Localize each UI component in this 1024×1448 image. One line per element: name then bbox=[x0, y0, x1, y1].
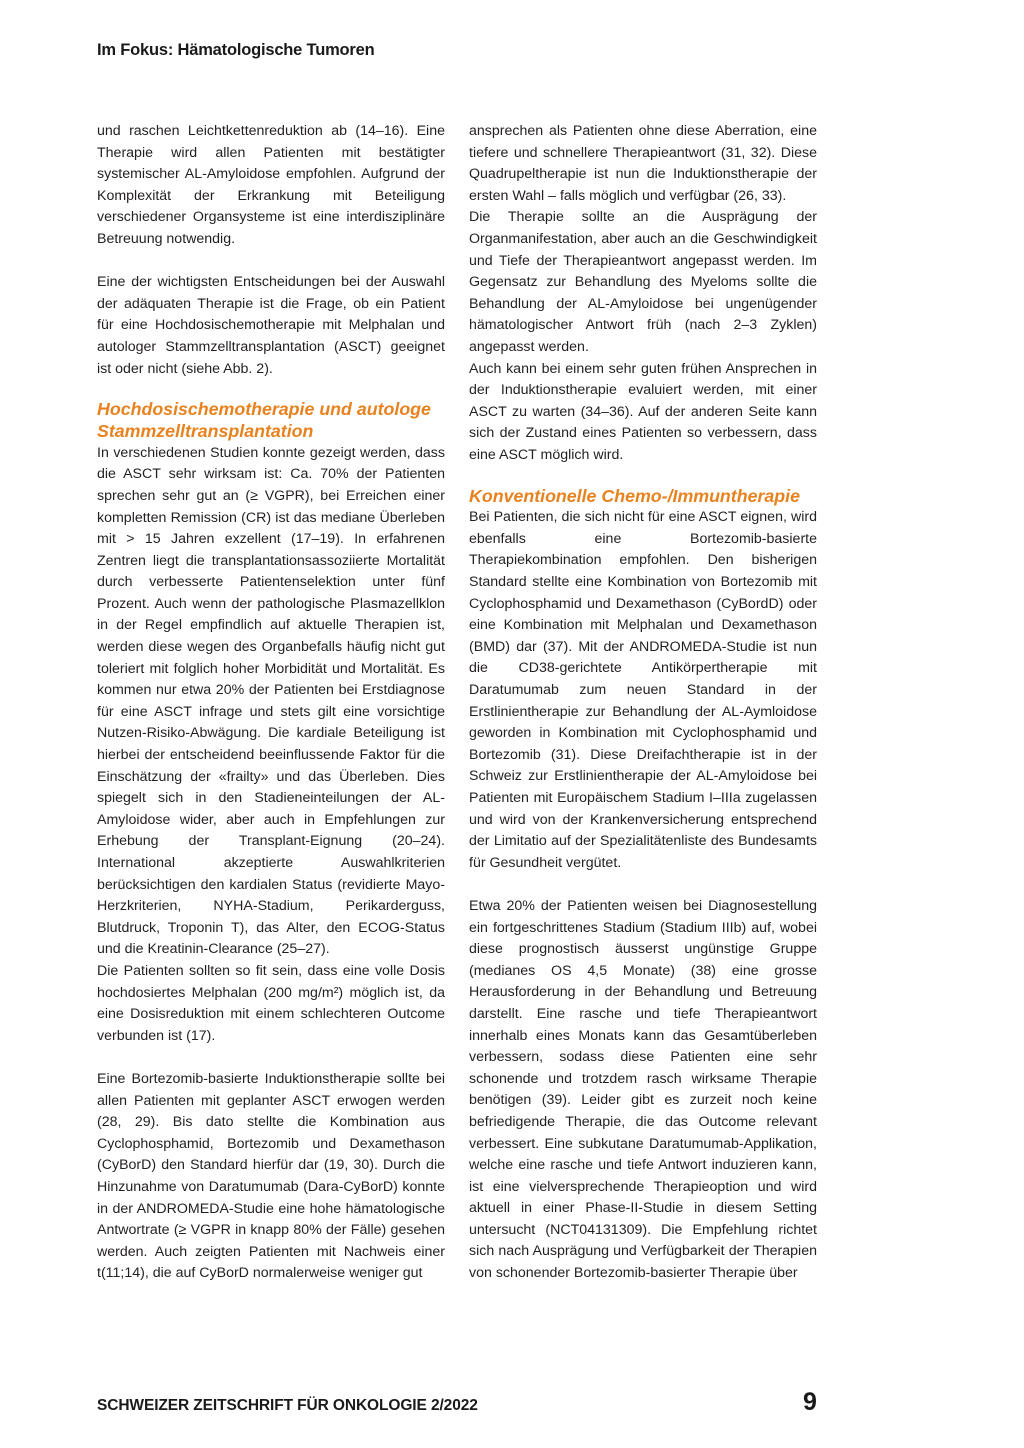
paragraph: und raschen Leichtkettenreduktion ab (14–16). Eine Therapie wird allen Patienten mit bestätigter systemischer AL-Amyloidose empfohlen. Aufgrund der Komplexität der Erkrankung mit Beteiligung verschiedener Organsysteme ist eine interdisziplinäre Betreuung notwendig. bbox=[97, 123, 445, 247]
page-number: 9 bbox=[803, 1388, 817, 1416]
paragraph: Bei Patienten, die sich nicht für eine ASCT eignen, wird ebenfalls eine Bortezomib-basierte Therapiekombination empfohlen. Den bisherigen Standard stellte eine Kombination von Bortezomib mit Cyclophosphamid und Dexamethason (CyBordD) oder eine Kombination mit Melphalan und Dexamethason (BMD) dar (37). Mit der ANDROMEDA-Studie ist nun die CD38-gerichtete Antikörpertherapie mit Daratumumab zum neuen Standard in der Erstlinientherapie zur Behandlung der AL-Aymloidose geworden in Kombination mit Cyclophosphamid und Bortezomib (31). Diese Dreifachtherapie ist in der Schweiz zur Erstlinientherapie der AL-Amyloidose bei Patienten mit Europäischem Stadium I–IIIa zugelassen und wird von der Krankenversicherung entsprechend der Limitatio auf der Spezialitätenliste des Bundesamts für Gesundheit vergütet. bbox=[469, 509, 817, 871]
section-header: Im Fokus: Hämatologische Tumoren bbox=[97, 41, 375, 59]
section-heading: Hochdosischemotherapie und autologe Stammzelltransplantation bbox=[97, 399, 431, 441]
paragraph: ansprechen als Patienten ohne diese Aberration, eine tiefere und schnellere Therapieantwort (31, 32). Diese Quadrupeltherapie ist nun die Induktionstherapie der ersten Wahl – falls möglich und verfügbar (26, 33). bbox=[469, 123, 817, 204]
paragraph: Auch kann bei einem sehr guten frühen Ansprechen in der Induktionstherapie evaluiert werden, mit einer ASCT zu warten (34–36). Auf der anderen Seite kann sich der Zustand eines Patienten so verbessern, dass eine ASCT möglich wird. bbox=[469, 360, 817, 463]
paragraph: Die Patienten sollten so fit sein, dass eine volle Dosis hochdosiertes Melphalan (200 mg/m²) möglich ist, da eine Dosisreduktion mit einem schlechteren Outcome verbunden ist (17). bbox=[97, 962, 445, 1044]
journal-title: SCHWEIZER ZEITSCHRIFT FÜR ONKOLOGIE 2/2022 bbox=[97, 1397, 478, 1414]
left-column bbox=[97, 121, 445, 1285]
section-heading: Konventionelle Chemo-/Immuntherapie bbox=[469, 485, 800, 506]
paragraph: Die Therapie sollte an die Ausprägung der Organmanifestation, aber auch an die Geschwindigkeit und Tiefe der Therapieantwort angepasst werden. Im Gegensatz zur Behandlung des Myeloms sollte die Behandlung der AL-Amyloidose bei ungenügender hämatologischer Antwort früh (nach 2–3 Zyklen) angepasst werden. bbox=[469, 209, 817, 355]
paragraph: Eine Bortezomib-basierte Induktionstherapie sollte bei allen Patienten mit geplanter ASCT erwogen werden (28, 29). Bis dato stellte die Kombination aus Cyclophosphamid, Bortezomib und Dexamethason (CyBorD) den Standard hierfür dar (19, 30). Durch die Hinzunahme von Daratumumab (Dara-CyBorD) konnte in der ANDROMEDA-Studie eine hohe hämatologische Antwortrate (≥ VGPR in knapp 80% der Fälle) gesehen werden. Auch zeigten Patienten mit Nachweis einer t(11;14), die auf CyBorD normalerweise weniger gut bbox=[97, 1070, 445, 1282]
paragraph: Etwa 20% der Patienten weisen bei Diagnosestellung ein fortgeschrittenes Stadium (Stadium IIIb) auf, wobei diese prognostisch äusserst ungünstige Gruppe (medianes OS 4,5 Monate) (38) eine grosse Herausforderung in der Behandlung und Betreuung darstellt. Eine rasche und tiefe Therapieantwort innerhalb eines Monats kann das Gesamtüberleben verbessern, sodass diese Patienten eine sehr schonende und trotzdem rasch wirksame Therapie benötigen (39). Leider gibt es zurzeit noch keine befriedigende Therapie, die das Outcome relevant verbessert. Eine subkutane Daratumumab-Applikation, welche eine rasche und tiefe Antwort induzieren kann, ist eine vielversprechende Therapieoption und wird aktuell in einer Phase-II-Studie in diesem Setting untersucht (NCT04131309). Die Empfehlung richtet sich nach Ausprägung und Verfügbarkeit der Therapien von schonender Bortezomib-basierter Therapie über bbox=[469, 897, 817, 1282]
paragraph: In verschiedenen Studien konnte gezeigt werden, dass die ASCT sehr wirksam ist: Ca. 70% der Patienten sprechen sehr gut an (≥ VGPR), bei Erreichen einer kompletten Remission (CR) ist das mediane Überleben mit > 15 Jahren exzellent (17–19). In erfahrenen Zentren liegt die transplantationsassoziierte Mortalität durch verbesserte Patientenselektion unter fünf Prozent. Auch wenn der pathologische Plasmazellklon in der Regel empfindlich auf aktuelle Therapien ist, werden diese wegen des Organbefalls häufig nicht gut toleriert mit folglich hoher Morbidität und Mortalität. Es kommen nur etwa 20% der Patienten bei Erstdiagnose für eine ASCT infrage und stets gilt eine vorsichtige Nutzen-Risiko-Abwägung. Die kardiale Beteiligung ist hierbei der entscheidend beeinflussende Faktor für die Einschätzung der «frailty» und das Überleben. Dies spiegelt sich in den Stadieneinteilungen der AL-Amyloidose wider, aber auch in Empfehlungen zur Erhebung der Transplant-Eignung (20–24). International akzeptierte Auswahlkriterien berücksichtigen den kardialen Status (revidierte Mayo-Herzkriterien, NYHA-Stadium, Perikarderguss, Blutdruck, Troponin T), das Alter, den ECOG-Status und die Kreatinin-Clearance (25–27). bbox=[97, 444, 445, 958]
right-column bbox=[469, 121, 817, 1285]
paragraph: Eine der wichtigsten Entscheidungen bei der Auswahl der adäquaten Therapie ist die Frage, ob ein Patient für eine Hochdosischemotherapie mit Melphalan und autologer Stammzelltransplantation (ASCT) geeignet ist oder nicht (siehe Abb. 2). bbox=[97, 274, 445, 377]
